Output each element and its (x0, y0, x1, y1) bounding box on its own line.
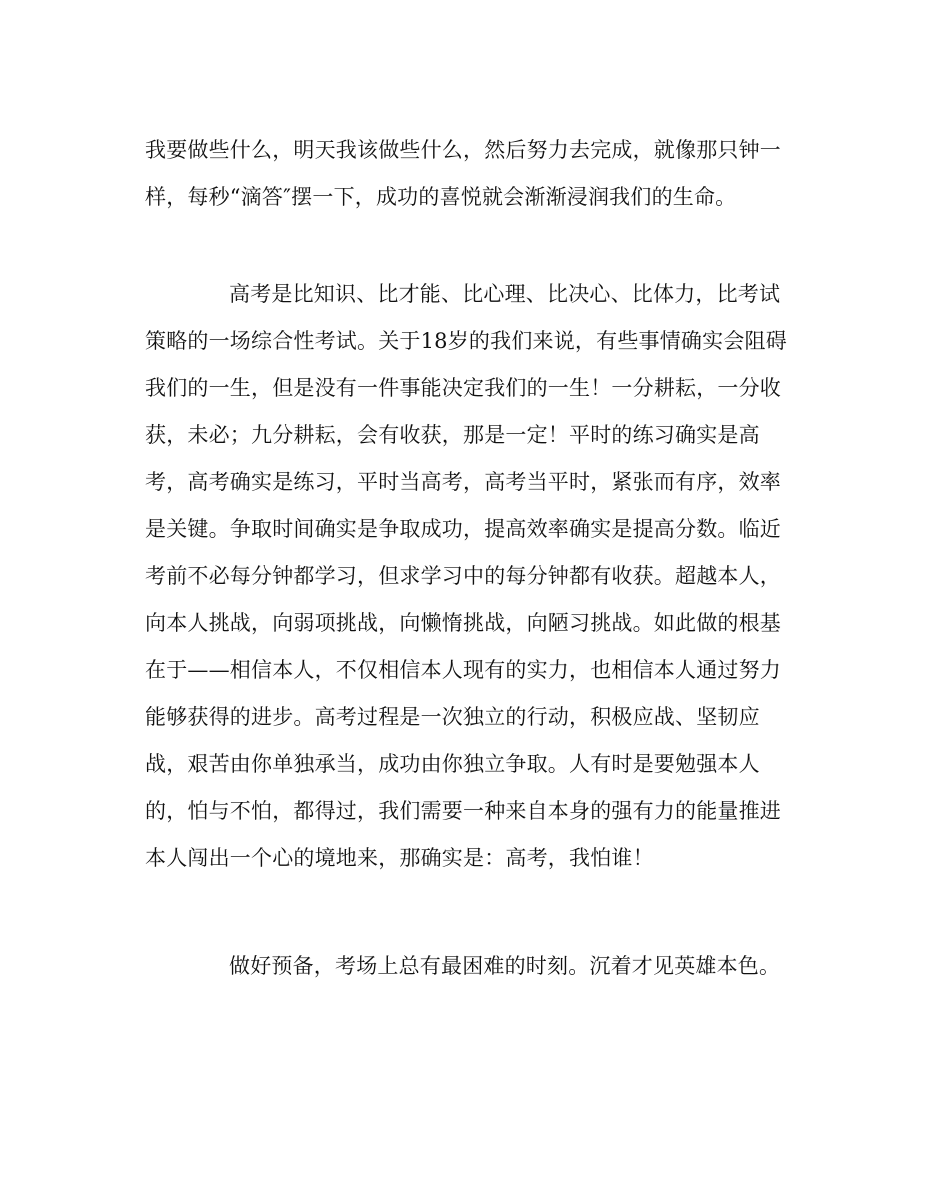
text-line: 考前不必每分钟都学习，但求学习中的每分钟都有收获。超越本人， (145, 564, 781, 588)
text-line: 我们的一生，但是没有一件事能决定我们的一生！一分耕耘，一分收 (145, 376, 781, 400)
paragraph-2 (145, 271, 810, 882)
text-line: 策略的一场综合性考试。关于18岁的我们来说，有些事情确实会阻碍 (145, 329, 787, 353)
text-line: 向本人挑战，向弱项挑战，向懒惰挑战，向陋习挑战。如此做的根基 (145, 611, 781, 635)
text-line: 考，高考确实是练习，平时当高考，高考当平时，紧张而有序，效率 (145, 470, 781, 494)
text-line: 样，每秒“滴答″摆一下，成功的喜悦就会渐渐浸润我们的生命。 (145, 185, 737, 209)
text-line: 战，艰苦由你单独承当，成功由你独立争取。人有时是要勉强本人 (145, 752, 760, 776)
paragraph-1 (145, 127, 810, 221)
text-line: 我要做些什么，明天我该做些什么，然后努力去完成，就像那只钟一 (145, 138, 781, 162)
text-line: 在于——相信本人，不仅相信本人现有的实力，也相信本人通过努力 (145, 658, 781, 682)
text-line: 本人闯出一个心的境地来，那确实是：高考，我怕谁！ (145, 846, 654, 870)
paragraph-3 (145, 943, 810, 990)
text-line: 高考是比知识、比才能、比心理、比决心、比体力，比考试 (229, 282, 781, 306)
text-line: 获，未必；九分耕耘，会有收获，那是一定！平时的练习确实是高 (145, 423, 760, 447)
text-line: 的，怕与不怕，都得过，我们需要一种来自本身的强有力的能量推进 (145, 799, 781, 823)
text-line: 是关键。争取时间确实是争取成功，提高效率确实是提高分数。临近 (145, 517, 781, 541)
text-line: 能够获得的进步。高考过程是一次独立的行动，积极应战、坚韧应 (145, 705, 760, 729)
text-line: 做好预备，考场上总有最困难的时刻。沉着才见英雄本色。 (229, 954, 781, 978)
